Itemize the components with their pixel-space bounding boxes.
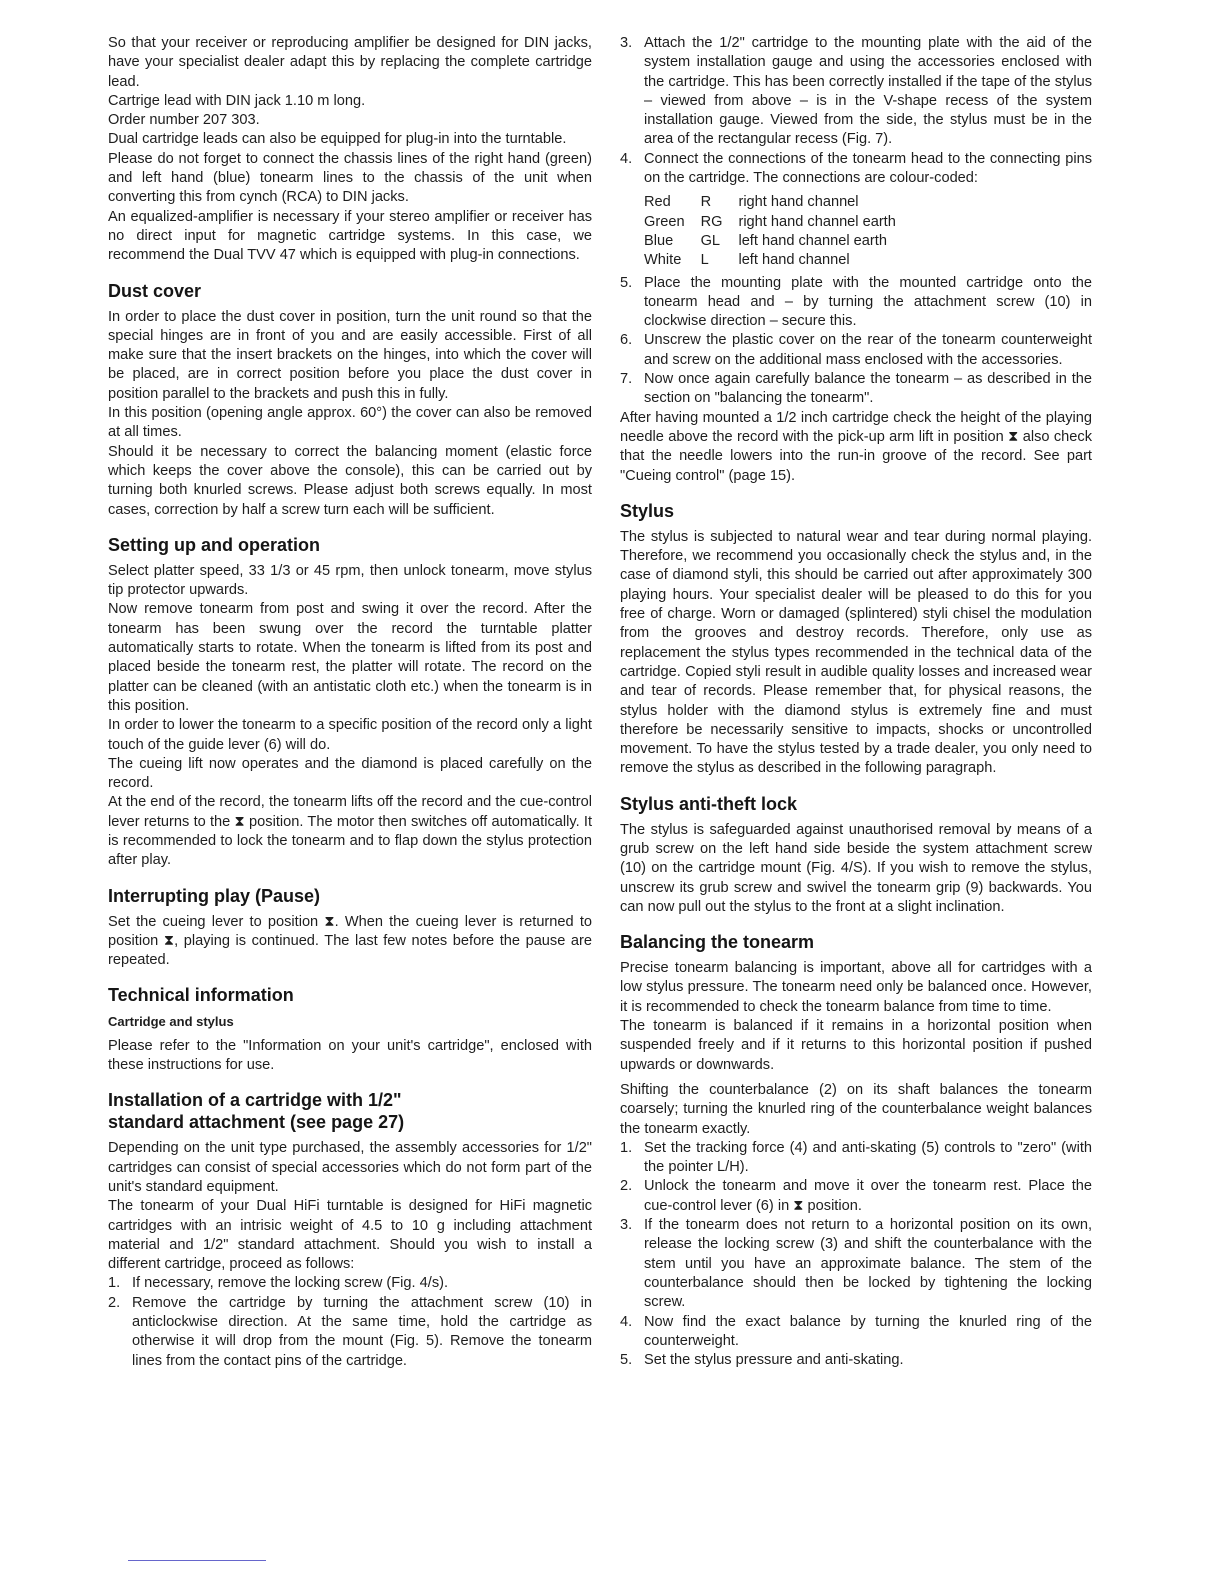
step-number: 1. [108,1275,121,1292]
step-text: Set the stylus pressure and anti-skating. [644,1352,904,1369]
installation-heading [108,1089,592,1133]
stylus-paragraph: The stylus is subjected to natural wear and tear during normal playing. Therefore, we recommend you occasionally check the stylus and, in the case of diamond styli, this should be carried out after approximately 300 playing hours. Your specialist dealer will be pleased to do this for you free of charge. Worn or damaged (splintered) styli chisel the modulation from the grooves and destroy records. Therefore, only use as replacement the stylus types recommended in the technical data of the cartridge. Copied styli result in audible quality losses and increased wear and tear of records. Please remember that, for physical reasons, the stylus holder with the diamond stylus is extremely fine and must therefore be necessarily sensitive to impacts, shocks or uncontrolled movement. To have the stylus tested by a trade dealer, you only need to remove the stylus as described in the following paragraph. [620,528,1092,777]
list-item [108,1294,592,1371]
balancing-heading: Balancing the tonearm [620,932,815,953]
step-text: Now once again carefully balance the tonearm – as described in the section on "balancing the tonearm". [644,371,1092,407]
intro-paragraph: Order number 207 303. [108,112,260,129]
step-text: If the tonearm does not return to a horizontal position on its own, release the locking screw (3) and shift the counterbalance with the stem until you have an approximate balance. The stem of the counterbalance should then be locked by tightening the locking screw. [644,1217,1092,1311]
list-item [620,150,1092,189]
step-number: 2. [108,1294,121,1311]
list-item [620,370,1092,409]
step-number: 5. [620,1352,633,1369]
table-row [644,193,912,212]
step-text: Connect the connections of the tonearm head to the connecting pins on the cartridge. The connections are colour-coded: [644,150,1092,187]
list-item [620,34,1092,150]
after-install-paragraph: After having mounted a 1/2 inch cartridge check the height of the playing needle above the record with the pick-up arm lift in position ⧗ also check that the needle lowers into the run-in groove of the record. See part "Cueing control" (page 15). [620,409,1092,484]
intro-paragraph: So that your receiver or reproducing amplifier be designed for DIN jacks, have your specialist dealer adapt this by replacing the complete cartridge lead. [108,35,592,90]
color-code-table [644,193,912,270]
list-item [620,274,1092,332]
dust-cover-heading: Dust cover [108,280,202,301]
footer-divider [128,1560,266,1561]
balancing-steps [620,1139,1092,1371]
step-text: Place the mounting plate with the mounted cartridge onto the tonearm head and – by turning the attachment screw (10) in clockwise direction – secure this. [644,274,1092,330]
code-letter: L [700,252,709,269]
installation-paragraph: Depending on the unit type purchased, the assembly accessories for 1/2" cartridges can consist of special accessories which do not form part of the unit's standard equipment. [108,1140,592,1195]
cartridge-subheading: Cartridge and stylus [108,1014,234,1030]
code-color: Red [644,194,671,211]
dust-cover-paragraph: In this position (opening angle approx. 60°) the cover can also be removed at all times. [108,405,592,441]
step-text: Unlock the tonearm and move it over the tonearm rest. Place the cue-control lever (6) in ⧗ position. [644,1178,1092,1214]
table-row [644,213,912,232]
step-number: 6. [620,332,633,349]
list-item [620,1177,1092,1216]
code-meaning: left hand channel [738,252,850,269]
antitheft-heading: Stylus anti-theft lock [620,793,798,814]
code-meaning: right hand channel earth [738,213,896,230]
pause-heading: Interrupting play (Pause) [108,885,321,906]
step-text: Set the tracking force (4) and anti-skating (5) controls to "zero" (with the pointer L/H). [644,1139,1092,1176]
step-text: Remove the cartridge by turning the attachment screw (10) in anticlockwise direction. At the same time, hold the cartridge as otherwise it will drop from the mount (Fig. 5). Remove the tonearm lines from the contact pins of the cartridge. [132,1294,592,1369]
balancing-paragraph: Shifting the counterbalance (2) on its shaft balances the tonearm coarsely; turning the knurled ring of the counterbalance weight balances the tonearm exactly. [620,1081,1092,1137]
setup-paragraph: The cueing lift now operates and the diamond is placed carefully on the record. [108,755,592,792]
right-column [620,34,1092,1370]
list-item [620,1216,1092,1312]
setup-paragraph: At the end of the record, the tonearm lifts off the record and the cue-control lever returns to the ⧗ position. The motor then switches off automatically. It is recommended to lock the tonearm and to flap down the stylus protection after play. [108,794,592,869]
intro-paragraph: Please do not forget to connect the chassis lines of the right hand (green) and left hand (blue) tonearm lines to the chassis of the unit when converting this from cynch (RCA) to DIN jacks. [108,150,592,206]
installation-paragraph: The tonearm of your Dual HiFi turntable is designed for HiFi magnetic cartridges with an intrisic weight of 4.5 to 10 g including attachment material and 1/2" standard attachment. Should you wish to install a different cartridge, proceed as follows: [108,1198,592,1273]
list-item [620,1313,1092,1352]
code-letter: R [700,194,712,211]
installation-steps [108,1274,592,1370]
step-number: 1. [620,1139,633,1156]
code-color: Green [644,213,685,230]
step-number: 2. [620,1178,633,1195]
code-meaning: left hand channel earth [738,232,887,249]
setup-heading: Setting up and operation [108,534,320,555]
intro-paragraph: Cartrige lead with DIN jack 1.10 m long. [108,92,366,109]
code-letter: GL [700,232,721,249]
pause-paragraph: Set the cueing lever to position ⧗. When the cueing lever is returned to position ⧗, playing is continued. The last few notes before the pause are repeated. [108,913,592,969]
step-text: If necessary, remove the locking screw (Fig. 4/s). [132,1275,449,1292]
table-row [644,232,912,251]
code-color: White [644,252,682,269]
step-number: 4. [620,150,633,167]
left-column [108,34,592,1371]
setup-paragraph: Now remove tonearm from post and swing it over the record. After the tonearm has been swung over the record the turntable platter automatically starts to rotate. When the tonearm is lifted from its post and placed beside the tonearm rest, the platter will rotate. The record on the platter can be cleaned (with an antistatic cloth etc.) when the tonearm is in this position. [108,601,592,714]
step-text: Unscrew the plastic cover on the rear of the tonearm counterweight and screw on the additional mass enclosed with the accessories. [644,332,1092,368]
install-steps-continued [620,34,1092,188]
step-number: 3. [620,1217,633,1234]
code-color: Blue [644,232,674,249]
setup-paragraph: Select platter speed, 33 1/3 or 45 rpm, then unlock tonearm, move stylus tip protector upwards. [108,562,592,599]
antitheft-paragraph: The stylus is safeguarded against unauthorised removal by means of a grub screw on the left hand side beside the system attachment screw (10) on the cartridge mount (Fig. 4/S). If you wish to remove the stylus, unscrew its grub screw and swivel the tonearm grip (9) backwards. You can now pull out the stylus to the front at a slight inclination. [620,821,1092,915]
step-text: Attach the 1/2" cartridge to the mounting plate with the aid of the system installation gauge and using the accessories enclosed with the cartridge. This has been correctly installed if the tape of the stylus – viewed from above – is in the V-shape recess of the system installation gauge. Viewed from the side, the stylus must be in the area of the rectangular recess (Fig. 7). [644,35,1092,148]
code-meaning: right hand channel [738,194,859,211]
step-text: Now find the exact balance by turning the knurled ring of the counterweight. [644,1313,1092,1349]
intro-section [108,34,592,266]
list-item [620,331,1092,370]
table-row [644,251,912,270]
dust-cover-paragraph: In order to place the dust cover in position, turn the unit round so that the special hinges are in front of you and are easily accessible. First of all make sure that the insert brackets on the hinges, into which the cover will be placed, are in correct position before you place the dust cover in position parallel to the brackets and push this in fully. [108,308,592,402]
setup-paragraph: In order to lower the tonearm to a specific position of the record only a light touch of the guide lever (6) will do. [108,717,592,753]
dust-cover-paragraph: Should it be necessary to correct the balancing moment (elastic force which keeps the cover above the console), this can be carried out by turning both knurled screws. Please adjust both screws equally. In most cases, correction by half a screw turn each will be sufficient. [108,443,592,518]
technical-paragraph: Please refer to the "Information on your unit's cartridge", enclosed with these instructions for use. [108,1037,592,1074]
list-item [108,1274,592,1293]
step-number: 3. [620,35,633,51]
installation-heading-line2: standard attachment (see page 27) [108,1112,405,1133]
step-number: 7. [620,371,633,388]
balancing-paragraph: Precise tonearm balancing is important, above all for cartridges with a low stylus pressure. The tonearm need only be balanced once. However, it is recommended to check the tonearm balance from time to time. [620,960,1092,1015]
step-number: 4. [620,1313,633,1330]
stylus-heading: Stylus [620,500,675,521]
intro-paragraph: An equalized-amplifier is necessary if your stereo amplifier or receiver has no direct input for magnetic cartridge systems. In this case, we recommend the Dual TVV 47 which is equipped with plug-in connections. [108,208,592,264]
intro-paragraph: Dual cartridge leads can also be equipped for plug-in into the turntable. [108,131,567,148]
list-item [620,1139,1092,1178]
list-item [620,1351,1092,1370]
step-number: 5. [620,274,633,291]
code-letter: RG [700,213,723,230]
technical-heading: Technical information [108,985,294,1006]
install-steps-final [620,274,1092,409]
balancing-paragraph: The tonearm is balanced if it remains in a horizontal position when suspended freely and if it returns to this horizontal position if pushed upwards or downwards. [620,1018,1092,1073]
installation-heading-line1: Installation of a cartridge with 1/2" [108,1090,402,1111]
